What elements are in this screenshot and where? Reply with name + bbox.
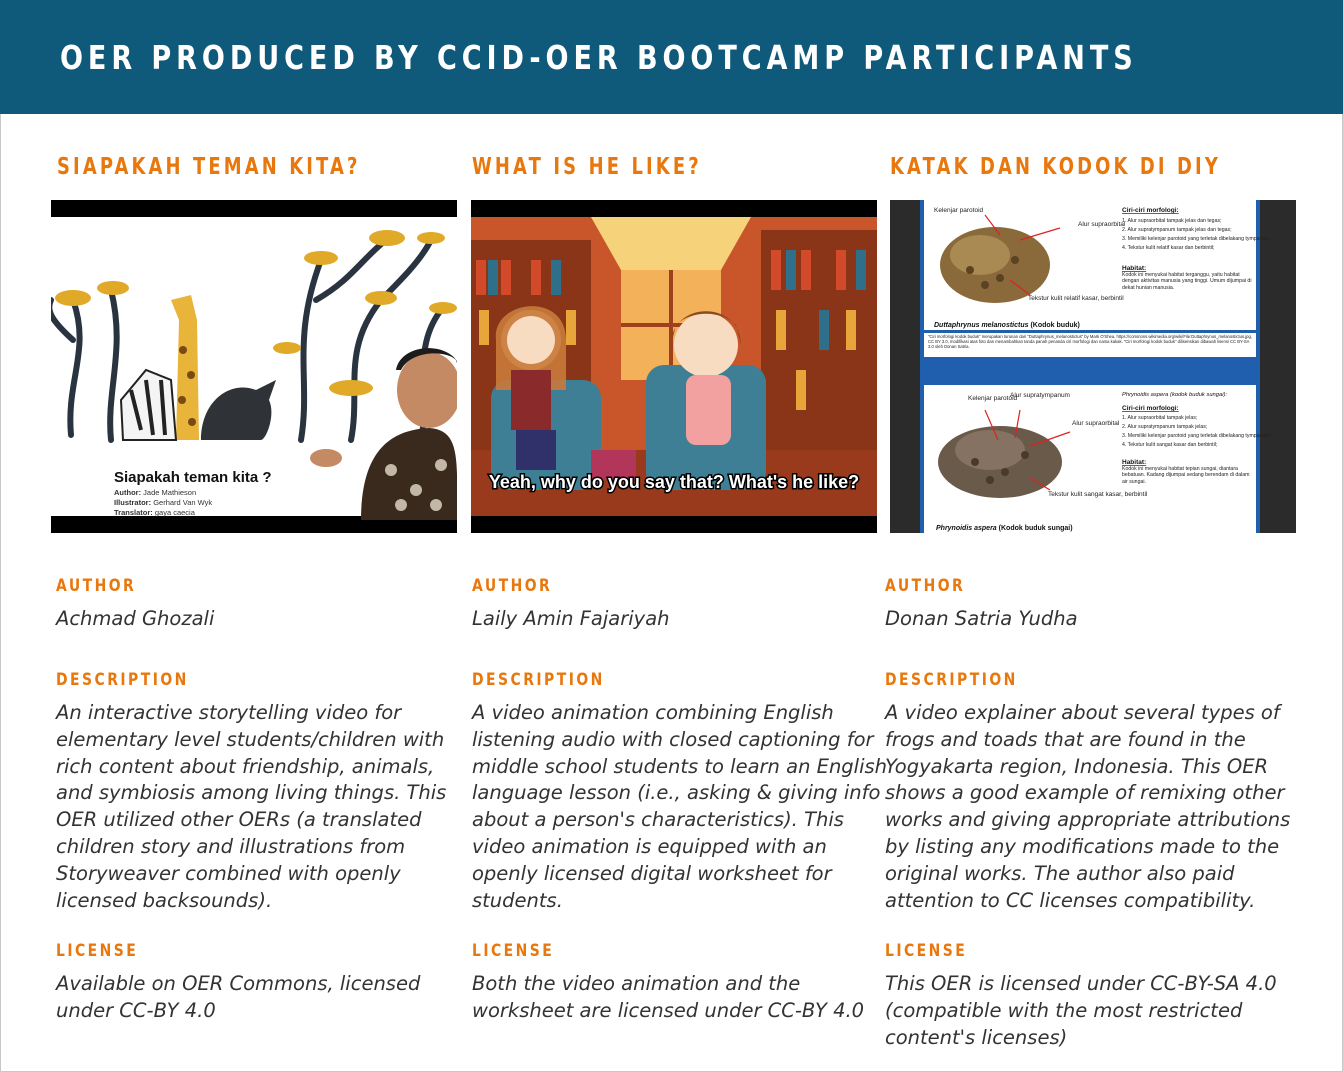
caption-latin: Duttaphrynus melanostictus	[934, 322, 1029, 329]
oer-card-siapakah	[51, 114, 471, 1064]
description-line: students.	[472, 888, 563, 912]
description-line: openly licensed digital worksheet for	[472, 861, 832, 885]
credit-value: gaya caecia	[154, 508, 195, 517]
author-label: AUTHOR	[472, 576, 553, 596]
description-line: A video explainer about several types of	[885, 701, 1280, 724]
video-thumbnail-animation[interactable]	[471, 200, 877, 533]
license-line: content's licenses)	[885, 1025, 1068, 1049]
description-line: children story and illustrations from	[56, 834, 406, 858]
license-label: LICENSE	[885, 941, 968, 961]
description-line: listening audio with closed captioning for	[472, 727, 874, 751]
svg-text:Illustrator: Gerhard Van Wyk	[114, 498, 212, 507]
video-thumbnail-storytelling[interactable]	[51, 200, 457, 533]
video-caption: Yeah, why do you say that? What's he like?	[488, 472, 860, 492]
description-label: DESCRIPTION	[56, 670, 189, 690]
license-line: Both the video animation and the	[472, 972, 801, 995]
license-line: under CC-BY 4.0	[56, 998, 216, 1022]
card-title: WHAT IS HE LIKE?	[472, 154, 702, 180]
license-text	[472, 971, 902, 1025]
description-line: Yogyakarta region, Indonesia. This OER	[885, 754, 1269, 778]
credit-label: Illustrator:	[114, 498, 152, 507]
slide-item: 2. Alur supratympanum tampak jelas;	[1122, 424, 1208, 430]
description-label: DESCRIPTION	[885, 670, 1018, 690]
description-line: shows a good example of remixing other	[885, 781, 1285, 805]
author-name: Achmad Ghozali	[56, 607, 215, 630]
slide-item: 3. Memiliki kelenjar parotoid yang terletak dibelakang tympanum;	[1122, 433, 1272, 439]
slide-heading: Habitat:	[1122, 265, 1147, 272]
description-line: rich content about friendship, animals,	[56, 754, 435, 778]
description-text	[56, 700, 486, 914]
description-line: about a person's characteristics). This	[472, 808, 844, 832]
description-line: A video animation combining English	[472, 701, 834, 724]
slide-item: 4. Tekstur kulit relatif kasar dan berbintil;	[1122, 245, 1215, 251]
slide-item: 1. Alur supraorbital tampak jelas;	[1122, 415, 1198, 421]
video-thumbnail-explainer[interactable]	[890, 200, 1296, 533]
card-title: SIAPAKAH TEMAN KITA?	[57, 154, 361, 180]
svg-text:Duttaphrynus melanostictus (Ko	[934, 322, 1080, 329]
image-attribution: "Ciri morfologi kodok buduk" merupakan turunan dari "Duttaphrynus_melanostictus" by Mark O'Shea, https://commons.wikimedia.org/wiki/File:Duttaphrynus_melanostictus.jpg, CC BY 3.0, modifikasi atas foto dan menambahkan tanda panah penanda ciri morfologi dan nama kakak. "Ciri morfologi kodok buduk" dilisensikan dibawah lisensi CC BY-SA 3.0 oleh Donan Satria.	[928, 334, 1252, 349]
caption-local: (Kodok buduk)	[1030, 322, 1080, 329]
slide-item: 2. Alur supratympanum tampak jelas dan tegas;	[1122, 227, 1232, 233]
description-line: works and giving appropriate attributions	[885, 808, 1291, 832]
toad-label: Alur supratympanum	[1010, 392, 1070, 399]
slide-heading: Ciri-ciri morfologi:	[1122, 207, 1179, 214]
description-label: DESCRIPTION	[472, 670, 605, 690]
slide-item: 1. Alur supraorbital tampak jelas dan tegas;	[1122, 218, 1222, 224]
slide-heading: Ciri-ciri morfologi:	[1122, 405, 1179, 412]
description-line: original works. The author also paid	[885, 861, 1235, 885]
description-line: Storyweaver combined with openly	[56, 861, 401, 885]
page-title: OER PRODUCED BY CCID-OER BOOTCAMP PARTICIPANTS	[60, 38, 1138, 77]
license-line: This OER is licensed under CC-BY-SA 4.0	[885, 972, 1277, 995]
credit-value: Gerhard Van Wyk	[153, 498, 213, 507]
license-label: LICENSE	[472, 941, 555, 961]
oer-card-what-is-he-like	[471, 114, 891, 1064]
animation-scene	[471, 200, 877, 533]
license-text	[885, 971, 1315, 1051]
description-line: frogs and toads that are found in the	[885, 727, 1246, 751]
slide-item: 3. Memiliki kelenjar parotoid yang terletak dibelakang tympanum;	[1122, 236, 1272, 242]
toad-label: Kelenjar parotoid	[968, 395, 1018, 402]
author-label: AUTHOR	[56, 576, 137, 596]
storytelling-illustration	[51, 200, 457, 533]
author-name: Donan Satria Yudha	[885, 607, 1078, 630]
description-line: licensed backsounds).	[56, 888, 273, 912]
description-line: elementary level students/children with	[56, 727, 445, 751]
card-title: KATAK DAN KODOK DI DIY	[890, 154, 1221, 180]
license-line: worksheet are licensed under CC-BY 4.0	[472, 998, 865, 1022]
toad-label: Alur supraorbital	[1072, 420, 1120, 427]
license-line: (compatible with the most restricted	[885, 998, 1243, 1022]
description-line: by listing any modifications made to the	[885, 834, 1280, 858]
toad-label: Tekstur kulit sangat kasar, berbintil	[1048, 491, 1148, 498]
frog-explainer-slides	[890, 200, 1296, 533]
credit-label: Translator:	[114, 508, 153, 517]
credit-label: Author:	[114, 488, 142, 497]
toad-label: Kelenjar parotoid	[934, 207, 984, 214]
license-line: Available on OER Commons, licensed	[56, 972, 421, 995]
description-line: OER utilized other OERs (a translated	[56, 808, 422, 832]
description-text	[472, 700, 902, 914]
author-label: AUTHOR	[885, 576, 966, 596]
license-text	[56, 971, 486, 1025]
description-line: middle school students to learn an English	[472, 754, 888, 778]
slide-item: 4. Tekstur kulit sangat kasar dan berbintil;	[1122, 442, 1218, 448]
description-line: An interactive storytelling video for	[56, 701, 402, 724]
caption-local: (Kodok buduk sungai)	[998, 525, 1073, 532]
oer-card-katak-dan-kodok	[885, 114, 1305, 1064]
credit-value: Jade Mathieson	[143, 488, 197, 497]
description-line: attention to CC licenses compatibility.	[885, 888, 1256, 912]
toad-label: Tekstur kulit relatif kasar, berbintil	[1028, 295, 1124, 302]
toad-label: Alur supraorbital	[1078, 221, 1126, 228]
slide-heading: Habitat:	[1122, 459, 1147, 466]
description-line: and symbiosis among living things. This	[56, 781, 447, 805]
caption-latin: Phrynoidis aspera	[936, 525, 997, 532]
slide-habitat: Kodok ini menyukai habitat terganggu, yaitu habitat dengan aktivitas manusia yang tinggi. Umum dijumpai di dekat hunian manusia.	[1122, 272, 1252, 291]
svg-text:Author: Jade Mathieson	[114, 488, 196, 497]
page-header	[0, 0, 1343, 114]
description-text	[885, 700, 1315, 914]
author-name: Laily Amin Fajariyah	[472, 607, 670, 630]
slide-title: Phrynoidis aspera (kodok buduk sungai):	[1122, 392, 1228, 398]
svg-text:Translator: gaya caecia	[114, 508, 196, 517]
svg-text:Phrynoidis aspera (Kodok buduk	[936, 525, 1073, 532]
description-line: video animation is equipped with an	[472, 834, 827, 858]
thumbnail-title: Siapakah teman kita ?	[114, 469, 272, 486]
slide-habitat: Kodok ini menyukai habitat tepian sungai, diantara bebatuan. Kadang dijumpai sedang berendam di dalam air sungai.	[1122, 466, 1250, 485]
description-line: language lesson (i.e., asking & giving info	[472, 781, 881, 805]
license-label: LICENSE	[56, 941, 139, 961]
